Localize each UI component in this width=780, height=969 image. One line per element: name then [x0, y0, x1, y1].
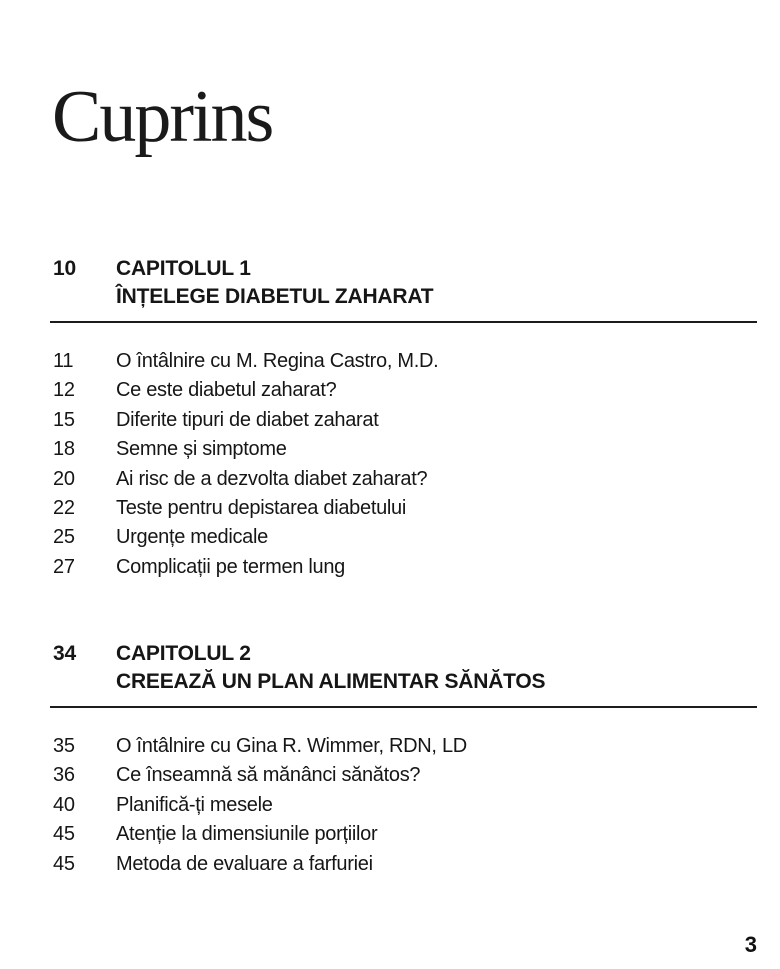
toc-entry	[50, 435, 757, 464]
toc-entry	[50, 820, 757, 849]
entry-page-number: 35	[53, 735, 75, 757]
chapter-title: CREEAZĂ UN PLAN ALIMENTAR SĂNĂTOS	[116, 670, 546, 693]
section-divider-rule	[50, 706, 757, 708]
entry-page-number: 22	[53, 497, 75, 520]
toc-entry	[50, 376, 757, 405]
section-header	[50, 255, 757, 311]
entry-title: Ce este diabetul zaharat?	[116, 379, 337, 402]
entry-page-number: 18	[53, 438, 75, 461]
toc-entry	[50, 791, 757, 820]
entry-title: Ai risc de a dezvolta diabet zaharat?	[116, 467, 428, 490]
entry-page-number: 36	[53, 764, 75, 787]
entry-page-number: 12	[53, 379, 75, 402]
toc-entry	[50, 523, 757, 552]
toc-entry	[50, 406, 757, 435]
entry-title: Semne și simptome	[116, 438, 287, 461]
toc-entry	[50, 732, 757, 761]
entry-title: Atenție la dimensiunile porțiilor	[116, 823, 378, 846]
entry-title: Metoda de evaluare a farfuriei	[116, 852, 373, 875]
footer-page-number: 3	[744, 932, 757, 957]
toc-entry	[50, 761, 757, 790]
entry-page-number: 45	[53, 823, 75, 846]
entry-title: Complicații pe termen lung	[116, 555, 345, 578]
entry-page-number: 20	[53, 467, 75, 490]
chapter-title: ÎNȚELEGE DIABETUL ZAHARAT	[116, 285, 434, 308]
toc-entry	[50, 465, 757, 494]
section-page-number: 10	[53, 257, 76, 280]
section-header	[50, 640, 757, 696]
entry-title: O întâlnire cu Gina R. Wimmer, RDN, LD	[116, 735, 467, 757]
entry-page-number: 27	[53, 555, 75, 578]
entry-title: Diferite tipuri de diabet zaharat	[116, 408, 379, 431]
toc-entry	[50, 494, 757, 523]
entry-page-number: 40	[53, 793, 75, 816]
entry-title: Ce înseamnă să mănânci sănătos?	[116, 764, 421, 787]
toc-entry	[50, 347, 757, 376]
chapter-title-block	[116, 255, 757, 311]
toc-section	[50, 640, 757, 879]
entry-page-number: 25	[53, 526, 75, 549]
entry-list	[50, 347, 757, 582]
chapter-title-block	[116, 640, 757, 696]
chapter-label: CAPITOLUL 2	[116, 642, 251, 665]
toc-entry	[50, 850, 757, 879]
entry-page-number: 11	[53, 350, 74, 372]
section-page-number: 34	[53, 642, 76, 665]
entry-title: Urgențe medicale	[116, 526, 268, 549]
toc-section	[50, 255, 757, 582]
entry-title: Planifică-ți mesele	[116, 793, 273, 816]
toc-entry	[50, 553, 757, 582]
entry-page-number: 45	[53, 852, 75, 875]
entry-title: Teste pentru depistarea diabetului	[116, 497, 407, 520]
page-title: Cuprins	[52, 75, 273, 158]
entry-title: O întâlnire cu M. Regina Castro, M.D.	[116, 350, 439, 372]
section-divider-rule	[50, 321, 757, 323]
entry-list	[50, 732, 757, 879]
chapter-label: CAPITOLUL 1	[116, 257, 251, 280]
entry-page-number: 15	[53, 408, 75, 431]
